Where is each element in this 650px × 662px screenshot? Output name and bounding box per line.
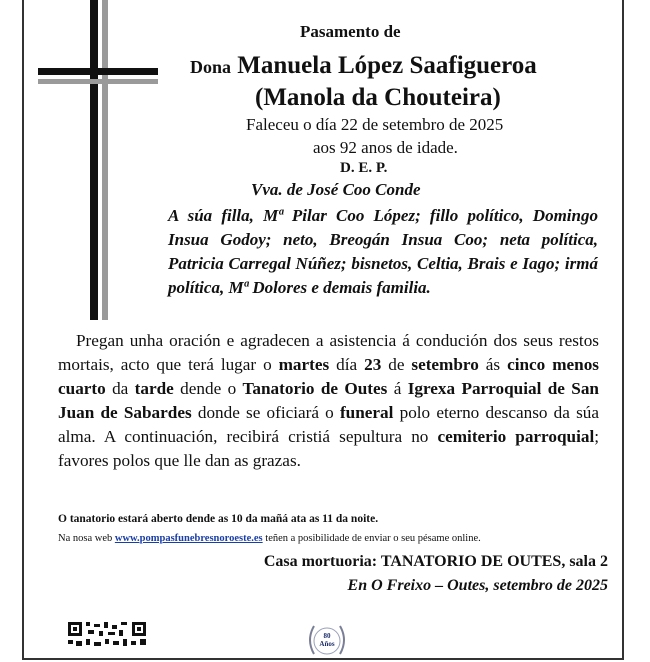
website-link[interactable]: www.pompasfunebresnoroeste.es	[114, 533, 263, 544]
place-date: En O Freixo – Outes, setembro de 2025	[347, 577, 608, 594]
funeral-home: Casa mortuoria: TANATORIO DE OUTES, sala 2	[263, 553, 608, 570]
qr-code-icon[interactable]	[66, 620, 148, 650]
honorific: Dona	[190, 57, 232, 77]
cross-icon	[38, 0, 158, 320]
opening-hours: O tanatorio estará aberto dende as 10 da mañá ata as 11 da noite.	[58, 513, 379, 525]
nickname: (Manola da Chouteira)	[255, 84, 501, 111]
deceased-name	[190, 52, 537, 80]
age: aos 92 anos de idade.	[313, 138, 458, 157]
pre-title: Pasamento de	[300, 22, 401, 41]
full-name: Manuela López Saafigueroa	[237, 52, 537, 79]
death-date: Faleceu o día 22 de setembro de 2025	[246, 115, 504, 134]
badge-text: 80 Años	[319, 632, 335, 648]
funeral-details: Pregan unha oración e agradecen a asistencia á condución dos seus restos mortais, acto que terá lugar o martes día 23 de setembro ás cinco menos cuarto da tarde dende o Tanatorio de Outes á Igrexa Parroquial de San Juan de Sabardes donde se oficiará o funeral polo eterno descanso da súa alma. A continuación, recibirá cristiá sepultura no cemiterio parroquial; favores polos que lle dan as grazas.	[58, 331, 599, 470]
web-note: Na nosa web www.pompasfunebresnoroeste.es teñen a posibilidade de enviar o seu pésame online.	[58, 533, 481, 544]
widow-line: Vva. de José Coo Conde	[251, 180, 421, 199]
rip-label: D. E. P.	[340, 160, 388, 176]
family-list: A súa filla, Mª Pilar Coo López; fillo político, Domingo Insua Godoy; neto, Breogán Insua Coo; neta política, Patricia Carregal Núñez; bisnetos, Celtia, Brais e Iago; irmá política, Mª Dolores e demais familia.	[168, 206, 598, 297]
